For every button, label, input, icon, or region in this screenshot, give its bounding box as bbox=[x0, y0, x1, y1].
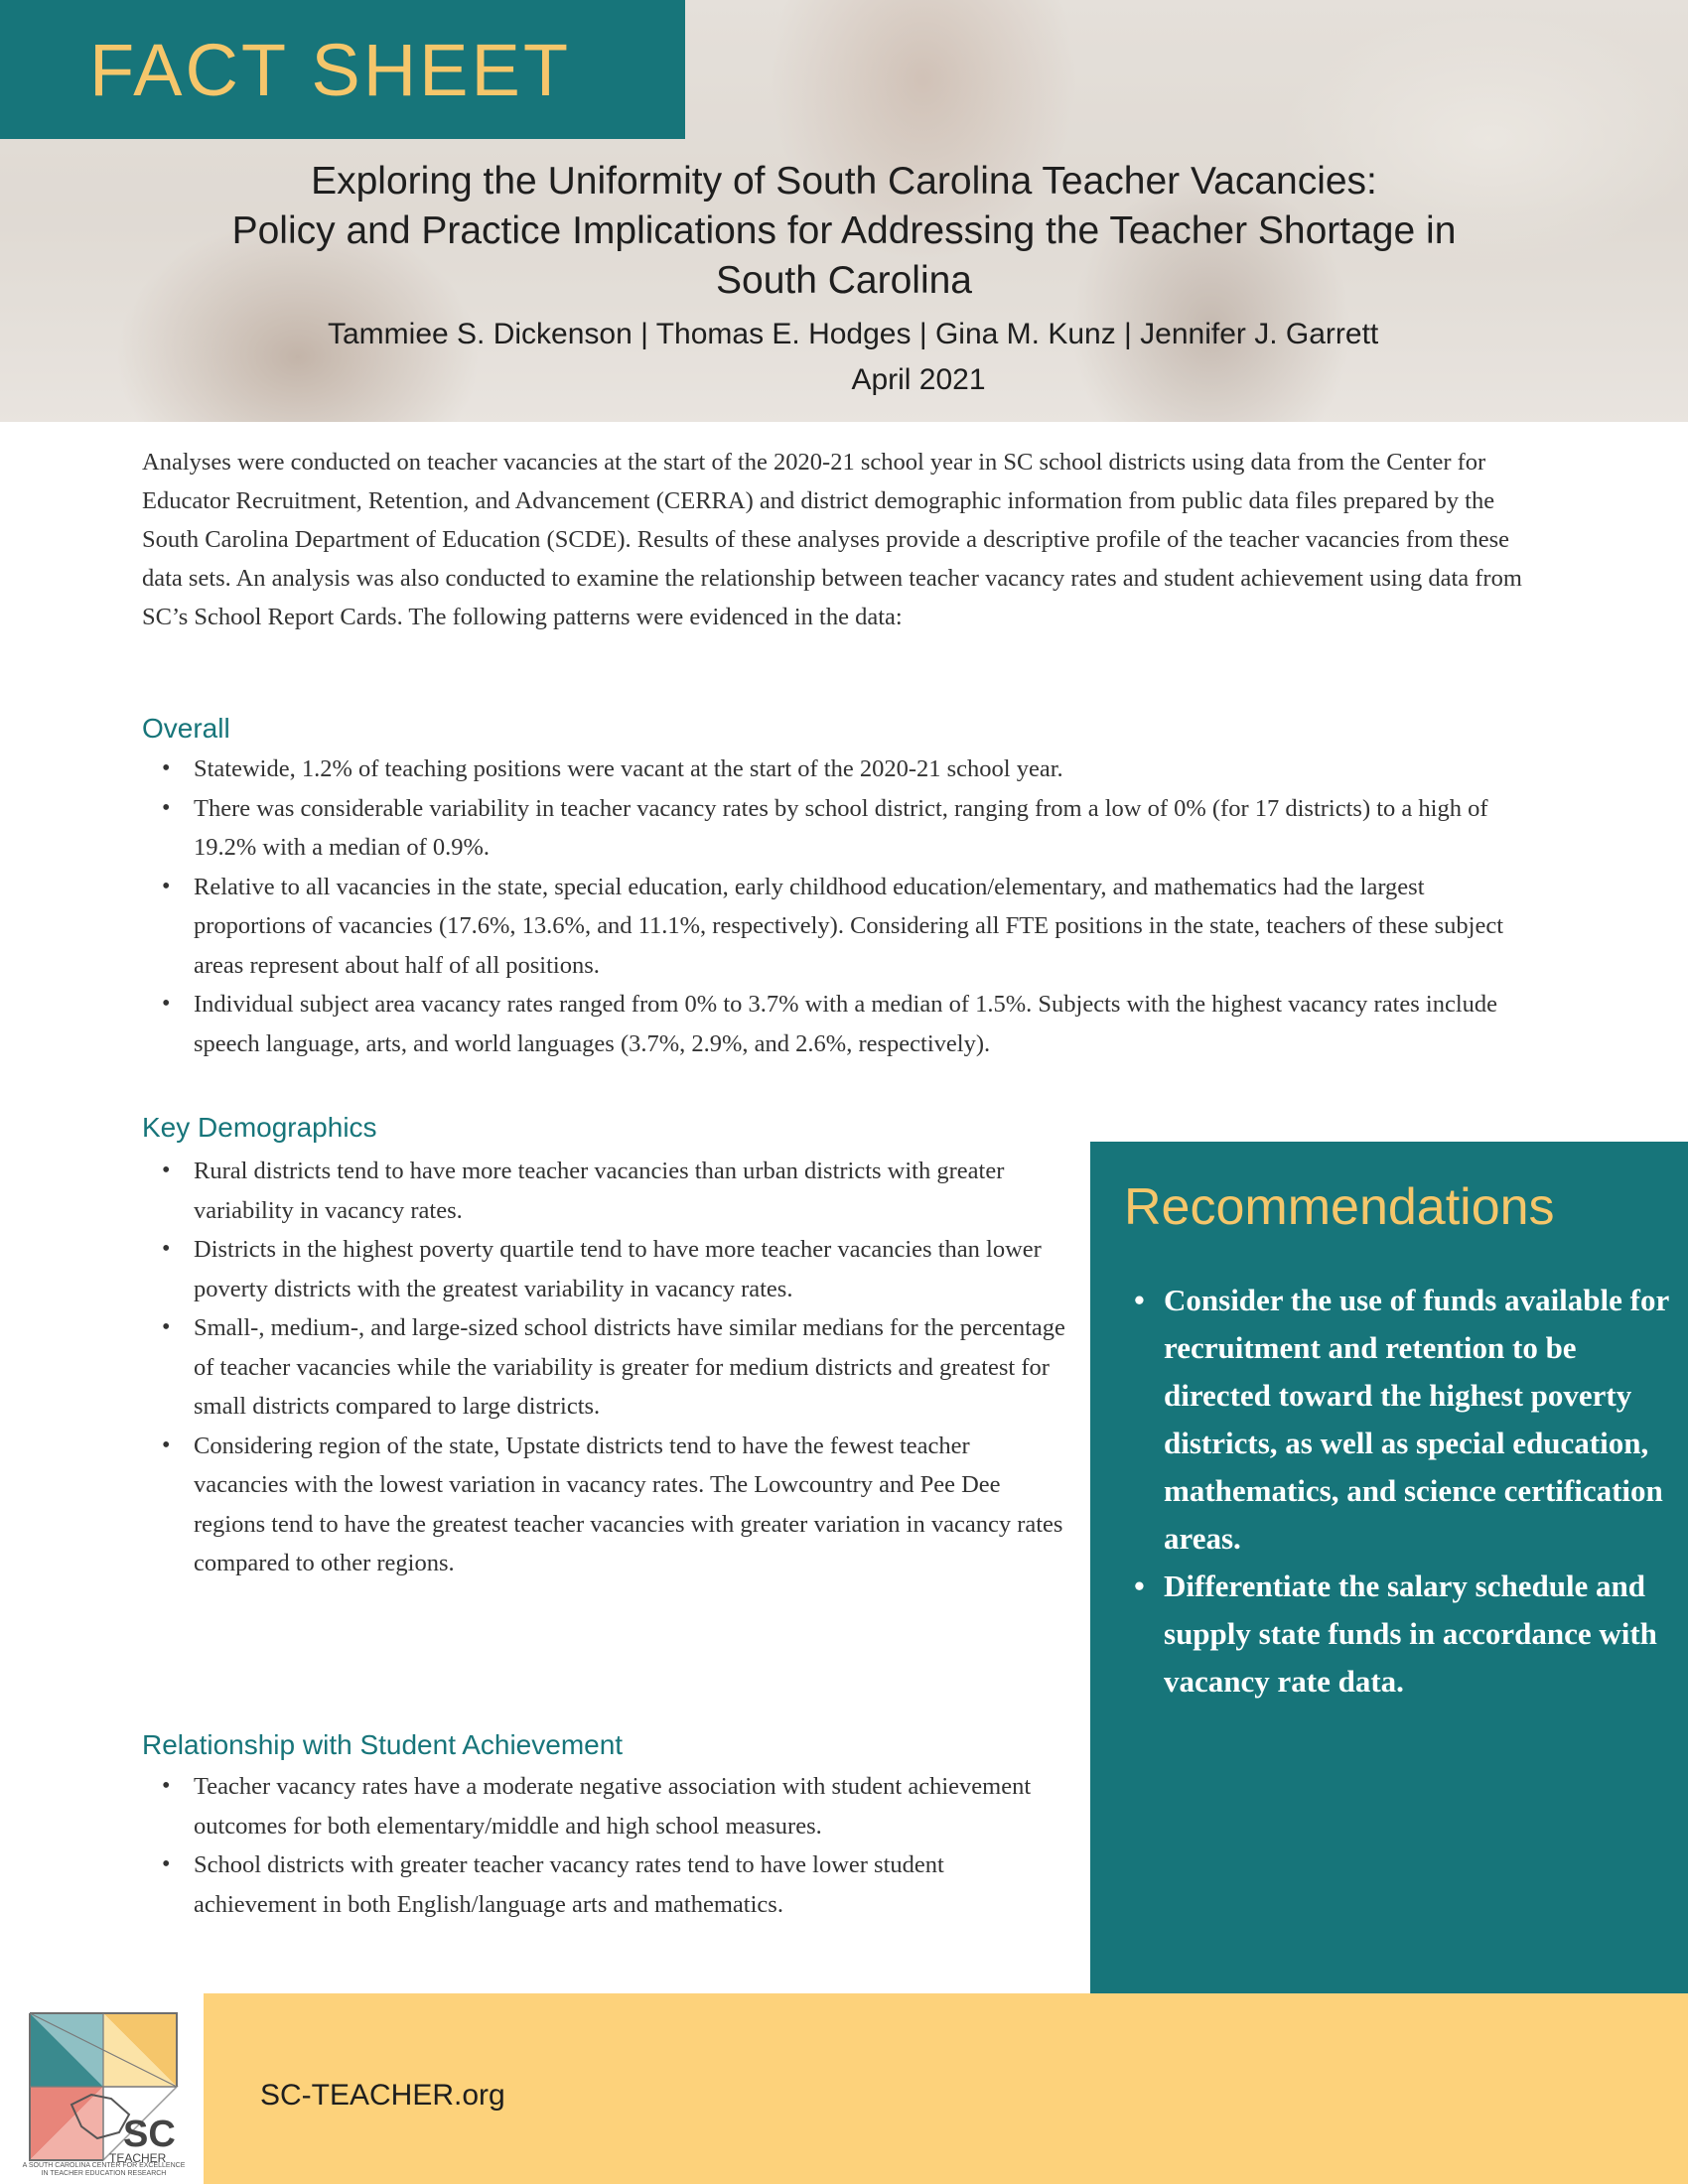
list-item: • Individual subject area vacancy rates ranged from 0% to 3.7% with a median of 1.5%. Subjects with the highest vacancy rates include speech language, arts, and world languages (3.7%, 2.9%, and 2.6%, respectively). bbox=[142, 985, 1532, 1063]
authors: Tammiee S. Dickenson | Thomas E. Hodges | Gina M. Kunz | Jennifer J. Garrett bbox=[328, 318, 1379, 350]
logo-subtitle bbox=[2, 2162, 206, 2178]
list-item: • Districts in the highest poverty quartile tend to have more teacher vacancies than lower poverty districts with the greatest variability in vacancy rates. bbox=[142, 1230, 1070, 1308]
list-item: • Rural districts tend to have more teacher vacancies than urban districts with greater variability in vacancy rates. bbox=[142, 1152, 1070, 1230]
sc-teacher-logo bbox=[0, 1993, 204, 2184]
list-item: • Considering region of the state, Upstate districts tend to have the fewest teacher vacancies with the lowest variation in vacancy rates. The Lowcountry and Pee Dee regions tend to have the greatest teacher vacancies with greater variation in vacancy rates compared to other regions. bbox=[142, 1427, 1070, 1583]
achievement-list bbox=[142, 1767, 1055, 1924]
document-title bbox=[60, 157, 1628, 306]
section-heading-overall: Overall bbox=[142, 713, 230, 744]
title-line: South Carolina bbox=[716, 259, 972, 302]
list-item: • Small-, medium-, and large-sized school districts have similar medians for the percentage of teacher vacancies while the variability is greater for medium districts and greatest for small districts compared to large districts. bbox=[142, 1308, 1070, 1427]
section-heading-demographics: Key Demographics bbox=[142, 1112, 377, 1143]
intro-paragraph: Analyses were conducted on teacher vacancies at the start of the 2020-21 school year in SC school districts using data from the Center for Educator Recruitment, Retention, and Advancement (CERRA) and district demographic information from public data files prepared by the South Carolina Department of Education (SCDE). Results of these analyses provide a descriptive profile of the teacher vacancies from these data sets. An analysis was also conducted to examine the relationship between teacher vacancy rates and student achievement using data from SC’s School Report Cards. The following patterns were evidenced in the data: bbox=[142, 449, 1522, 630]
logo-word: TEACHER bbox=[109, 2151, 167, 2164]
list-item: • Teacher vacancy rates have a moderate negative association with student achievement outcomes for both elementary/middle and high school measures. bbox=[142, 1767, 1055, 1845]
website-link[interactable]: SC-TEACHER.org bbox=[260, 2079, 505, 2112]
fact-sheet-banner bbox=[0, 0, 685, 139]
overall-list bbox=[142, 750, 1532, 1063]
recommendation-item: • Consider the use of funds available for recruitment and retention to be directed toward the highest poverty districts, as well as special education, mathematics, and science certification areas. bbox=[1124, 1277, 1680, 1563]
recommendations-title: Recommendations bbox=[1124, 1178, 1555, 1236]
recommendations-list bbox=[1124, 1277, 1680, 1706]
recommendations-panel bbox=[1090, 1142, 1688, 1993]
recommendation-item: • Differentiate the salary schedule and supply state funds in accordance with vacancy rate data. bbox=[1124, 1563, 1680, 1706]
header-photo-background bbox=[0, 0, 1688, 422]
list-item: • School districts with greater teacher vacancy rates tend to have lower student achievement in both English/language arts and mathematics. bbox=[142, 1845, 1055, 1924]
list-item: • Statewide, 1.2% of teaching positions were vacant at the start of the 2020-21 school year. bbox=[142, 750, 1532, 789]
sc-teacher-logo-mark-icon bbox=[12, 2005, 196, 2164]
logo-subtitle-line: A SOUTH CAROLINA CENTER FOR EXCELLENCE bbox=[22, 2162, 186, 2169]
section-heading-achievement: Relationship with Student Achievement bbox=[142, 1729, 624, 1760]
title-line: Exploring the Uniformity of South Carolina Teacher Vacancies: bbox=[311, 160, 1377, 203]
list-item: • Relative to all vacancies in the state, special education, early childhood education/elementary, and mathematics had the largest proportions of vacancies (17.6%, 13.6%, and 11.1%, respectively). Considering all FTE positions in the state, teachers of these subject areas represent about half of all positions. bbox=[142, 868, 1532, 986]
logo-letters: SC bbox=[123, 2114, 176, 2155]
logo-subtitle-line: IN TEACHER EDUCATION RESEARCH bbox=[41, 2170, 167, 2177]
list-item: • There was considerable variability in teacher vacancy rates by school district, ranging from a low of 0% (for 17 districts) to a high of 19.2% with a median of 0.9%. bbox=[142, 789, 1532, 868]
demographics-list bbox=[142, 1152, 1070, 1583]
publication-date: April 2021 bbox=[851, 363, 986, 396]
footer bbox=[0, 1993, 1688, 2184]
fact-sheet-label: FACT SHEET bbox=[89, 29, 572, 111]
title-line: Policy and Practice Implications for Addressing the Teacher Shortage in bbox=[231, 209, 1457, 252]
